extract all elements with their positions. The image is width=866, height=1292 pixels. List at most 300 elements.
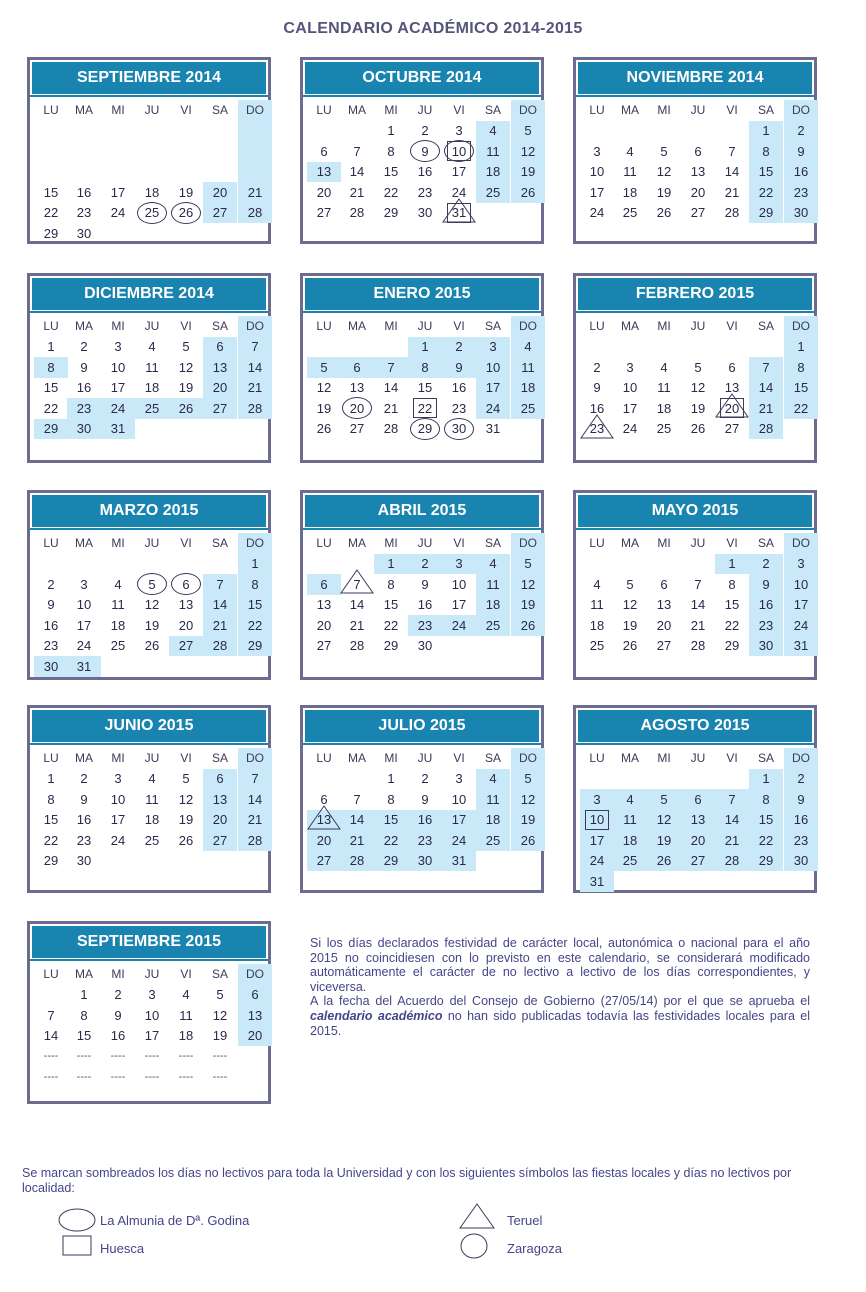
weekday-header: SA: [211, 103, 228, 118]
day-cell: 14: [203, 595, 237, 616]
month-title: JUNIO 2015: [32, 710, 266, 742]
empty-cell: [580, 121, 614, 142]
day-cell: 20: [307, 830, 341, 851]
month-title: ENERO 2015: [305, 278, 539, 310]
day-cell: 13: [238, 1005, 272, 1026]
empty-cell: [238, 162, 272, 183]
day-cell: 6: [307, 574, 341, 595]
month-divider: [576, 95, 814, 97]
day-cell: 22: [383, 184, 399, 200]
day-cell: 31: [451, 205, 467, 221]
day-cell: 11: [111, 597, 125, 613]
day-cell: 25: [613, 851, 647, 872]
day-cell: 27: [681, 851, 715, 872]
day-cell: 4: [660, 359, 668, 375]
day-cell: 21: [238, 810, 272, 831]
day-cell: 9: [421, 143, 429, 159]
day-cell: 20: [316, 184, 332, 200]
empty-cell: [238, 656, 272, 677]
day-cell: 9: [114, 1007, 122, 1023]
day-cell: 6: [340, 357, 374, 378]
weekday-header: LU: [43, 751, 59, 766]
weekday-header: SA: [484, 536, 501, 551]
day-cell: 11: [623, 164, 637, 180]
day-cell: 18: [656, 400, 672, 416]
day-cell: 1: [238, 554, 272, 575]
day-cell: 14: [349, 597, 365, 613]
legend-square-icon: [62, 1235, 94, 1257]
empty-cell: [67, 162, 101, 183]
day-cell: 3: [784, 554, 818, 575]
weekday-header: JU: [690, 536, 706, 551]
day-cell: ----: [178, 1070, 194, 1083]
weekday-header: MA: [75, 536, 93, 551]
month-divider: [576, 743, 814, 745]
month-title: MARZO 2015: [32, 495, 266, 527]
empty-cell: [135, 162, 169, 183]
weekday-header: DO: [238, 533, 272, 554]
day-cell: 8: [387, 576, 395, 592]
day-cell: 23: [451, 400, 467, 416]
weekday-header: SA: [211, 967, 228, 982]
weekday-header: JU: [690, 319, 706, 334]
day-cell: 7: [238, 769, 272, 790]
month-calendar: [573, 490, 817, 680]
day-cell: 7: [353, 576, 361, 592]
day-cell: 16: [408, 810, 442, 831]
day-cell: 26: [178, 205, 194, 221]
weekday-header: JU: [144, 967, 160, 982]
day-cell: 16: [451, 380, 467, 396]
month-title: SEPTIEMBRE 2015: [32, 926, 266, 958]
day-cell: 15: [749, 810, 783, 831]
day-cell: 12: [144, 597, 160, 613]
day-cell: 5: [511, 769, 545, 790]
weekday-header: SA: [757, 751, 774, 766]
day-cell: 20: [203, 182, 237, 203]
day-cell: 10: [144, 1007, 160, 1023]
empty-cell: [647, 871, 681, 892]
day-cell: 21: [749, 398, 783, 419]
weekday-header: MA: [75, 103, 93, 118]
empty-cell: [681, 769, 715, 790]
day-cell: 8: [749, 141, 783, 162]
empty-cell: [374, 337, 408, 358]
day-cell: 22: [417, 400, 433, 416]
day-cell: 21: [715, 830, 749, 851]
day-cell: 24: [476, 398, 510, 419]
day-cell: 3: [80, 576, 88, 592]
day-cell: 4: [593, 576, 601, 592]
day-cell: 9: [421, 576, 429, 592]
day-cell: 30: [784, 203, 818, 224]
day-cell: 17: [144, 1028, 160, 1044]
month-divider: [576, 528, 814, 530]
day-cell: 5: [148, 576, 156, 592]
weekday-header: DO: [238, 100, 272, 121]
day-cell: 13: [307, 810, 341, 831]
day-cell: 13: [178, 597, 194, 613]
day-cell: 28: [340, 851, 374, 872]
day-cell: 17: [784, 595, 818, 616]
day-cell: 24: [110, 205, 126, 221]
day-cell: 2: [784, 769, 818, 790]
day-cell: 30: [34, 656, 68, 677]
day-cell: ----: [144, 1050, 160, 1063]
day-cell: 14: [340, 810, 374, 831]
month-calendar: [573, 705, 817, 893]
weekday-header: DO: [511, 748, 545, 769]
day-cell: 12: [511, 574, 545, 595]
day-cell: 29: [383, 638, 399, 654]
empty-cell: [613, 121, 647, 142]
day-cell: 18: [178, 1028, 194, 1044]
day-cell: 7: [749, 357, 783, 378]
day-cell: 8: [784, 357, 818, 378]
day-cell: 23: [589, 421, 605, 437]
month-calendar: [573, 57, 817, 244]
day-cell: 12: [690, 380, 706, 396]
empty-cell: [34, 121, 68, 142]
day-cell: 30: [67, 419, 101, 440]
day-cell: 25: [144, 832, 160, 848]
day-cell: 30: [417, 205, 433, 221]
day-cell: 7: [694, 576, 702, 592]
empty-cell: [580, 337, 614, 358]
day-cell: 12: [212, 1007, 228, 1023]
weekday-header: VI: [453, 103, 465, 118]
day-cell: 25: [144, 205, 160, 221]
weekday-header: VI: [453, 536, 465, 551]
empty-cell: [101, 851, 135, 872]
day-cell: 12: [622, 597, 638, 613]
weekday-header: LU: [589, 536, 605, 551]
empty-cell: [749, 337, 783, 358]
day-cell: 19: [690, 400, 706, 416]
day-cell: 20: [203, 810, 237, 831]
day-cell: 4: [182, 987, 190, 1003]
weekday-header: JU: [144, 103, 160, 118]
month-calendar: [300, 705, 544, 893]
day-cell: ----: [178, 1050, 194, 1063]
empty-cell: [203, 851, 237, 872]
weekday-header: LU: [589, 319, 605, 334]
day-cell: 6: [203, 337, 237, 358]
day-cell: 26: [316, 421, 332, 437]
day-cell: 8: [387, 143, 395, 159]
weekday-header: MI: [111, 751, 125, 766]
weekday-header: LU: [316, 319, 332, 334]
weekday-header: MI: [111, 536, 125, 551]
day-cell: 23: [784, 830, 818, 851]
day-cell: 6: [203, 769, 237, 790]
weekday-header: VI: [180, 967, 192, 982]
legend-intro: Se marcan sombreados los días no lectivos para toda la Universidad y con los siguientes símbolos las fiestas locales y días no lectivos por localidad:: [22, 1166, 792, 1195]
month-calendar: [27, 57, 271, 244]
day-cell: 14: [383, 380, 399, 396]
month-title: DICIEMBRE 2014: [32, 278, 266, 310]
day-cell: 5: [182, 339, 190, 355]
empty-cell: [203, 554, 237, 575]
note-paragraph-1: Si los días declarados festividad de carácter local, autonómica o nacional para el año 2015 no coincidiesen con lo previsto en este calendario, se considerará modificado automáticamente el carácter de no lectivo a lectivo de los días correspondientes, y viceversa.: [310, 936, 810, 994]
day-cell: 16: [76, 380, 92, 396]
day-cell: 18: [476, 162, 510, 183]
day-cell: 23: [76, 205, 92, 221]
empty-cell: [340, 769, 374, 790]
weekday-header: LU: [589, 751, 605, 766]
day-cell: 15: [374, 810, 408, 831]
day-cell: 23: [417, 184, 433, 200]
day-cell: 17: [589, 184, 605, 200]
legend-teruel: Teruel: [507, 1213, 543, 1228]
day-cell: 1: [387, 771, 395, 787]
weekday-header: DO: [238, 316, 272, 337]
empty-cell: [647, 554, 681, 575]
day-cell: 23: [43, 638, 59, 654]
month-divider: [576, 311, 814, 313]
day-cell: 9: [442, 357, 476, 378]
legend-zaragoza-circle-icon: [459, 1232, 491, 1260]
day-cell: 13: [681, 810, 715, 831]
day-cell: 27: [203, 830, 237, 851]
weekday-header: DO: [511, 100, 545, 121]
day-cell: 30: [749, 636, 783, 657]
day-cell: 13: [349, 380, 365, 396]
day-cell: 2: [421, 123, 429, 139]
day-cell: 3: [442, 554, 476, 575]
day-cell: 17: [110, 812, 126, 828]
day-cell: 3: [148, 987, 156, 1003]
empty-cell: [681, 871, 715, 892]
month-divider: [303, 528, 541, 530]
day-cell: 28: [383, 421, 399, 437]
day-cell: 2: [80, 339, 88, 355]
weekday-header: JU: [417, 103, 433, 118]
day-cell: 7: [715, 789, 749, 810]
day-cell: 11: [145, 791, 159, 807]
day-cell: 29: [43, 853, 59, 869]
day-cell: 22: [43, 832, 59, 848]
day-cell: 21: [349, 617, 365, 633]
day-cell: 16: [784, 810, 818, 831]
empty-cell: [203, 121, 237, 142]
day-cell: 24: [76, 638, 92, 654]
day-cell: 26: [647, 851, 681, 872]
day-cell: 19: [178, 184, 194, 200]
day-cell: 5: [307, 357, 341, 378]
month-title: AGOSTO 2015: [578, 710, 812, 742]
day-cell: ----: [43, 1050, 59, 1063]
weekday-header: MA: [348, 319, 366, 334]
day-cell: 6: [660, 576, 668, 592]
day-cell: 29: [417, 421, 433, 437]
day-cell: 18: [144, 812, 160, 828]
empty-cell: [34, 985, 68, 1006]
day-cell: 2: [442, 337, 476, 358]
month-divider: [303, 311, 541, 313]
weekday-header: SA: [757, 536, 774, 551]
day-cell: 15: [749, 162, 783, 183]
empty-cell: [307, 337, 341, 358]
empty-cell: [580, 769, 614, 790]
month-calendar: [300, 57, 544, 244]
day-cell: 8: [34, 357, 68, 378]
month-title: MAYO 2015: [578, 495, 812, 527]
empty-cell: [476, 203, 510, 224]
day-cell: 22: [383, 617, 399, 633]
day-cell: 26: [144, 638, 160, 654]
day-cell: 3: [455, 771, 463, 787]
empty-cell: [67, 141, 101, 162]
day-cell: 14: [690, 597, 706, 613]
day-cell: 27: [656, 638, 672, 654]
day-cell: 10: [476, 357, 510, 378]
day-cell: 2: [421, 771, 429, 787]
empty-cell: [647, 121, 681, 142]
day-cell: 16: [749, 595, 783, 616]
day-cell: 9: [80, 791, 88, 807]
day-cell: 6: [238, 985, 272, 1006]
day-cell: 9: [47, 597, 55, 613]
weekday-header: JU: [144, 319, 160, 334]
day-cell: 25: [476, 830, 510, 851]
day-cell: 3: [455, 123, 463, 139]
month-title: JULIO 2015: [305, 710, 539, 742]
day-cell: 29: [34, 419, 68, 440]
day-cell: 25: [110, 638, 126, 654]
weekday-header: SA: [484, 319, 501, 334]
day-cell: 27: [316, 205, 332, 221]
day-cell: 13: [307, 162, 341, 183]
empty-cell: [307, 554, 341, 575]
day-cell: 12: [178, 359, 194, 375]
weekday-header: MA: [75, 967, 93, 982]
month-title: SEPTIEMBRE 2014: [32, 62, 266, 94]
day-cell: 11: [613, 810, 647, 831]
day-cell: 15: [43, 380, 59, 396]
day-cell: 6: [728, 359, 736, 375]
empty-cell: [203, 162, 237, 183]
day-cell: 28: [349, 205, 365, 221]
day-cell: 7: [353, 791, 361, 807]
day-cell: 8: [728, 576, 736, 592]
day-cell: 25: [476, 182, 510, 203]
empty-cell: [34, 162, 68, 183]
day-cell: 17: [622, 400, 638, 416]
day-cell: 1: [374, 554, 408, 575]
day-cell: 24: [110, 832, 126, 848]
empty-cell: [647, 769, 681, 790]
weekday-header: SA: [211, 751, 228, 766]
day-cell: 22: [749, 182, 783, 203]
weekday-header: MA: [348, 536, 366, 551]
day-cell: 31: [784, 636, 818, 657]
day-cell: 4: [476, 121, 510, 142]
day-cell: 9: [784, 789, 818, 810]
weekday-header: MI: [657, 751, 671, 766]
day-cell: 11: [476, 141, 510, 162]
day-cell: 1: [47, 771, 55, 787]
page-title: CALENDARIO ACADÉMICO 2014-2015: [283, 20, 583, 37]
empty-cell: [101, 656, 135, 677]
day-cell: ----: [212, 1050, 228, 1063]
day-cell: 18: [476, 595, 510, 616]
day-cell: 27: [690, 205, 706, 221]
day-cell: 27: [203, 398, 237, 419]
empty-cell: [238, 141, 272, 162]
day-cell: 19: [316, 400, 332, 416]
day-cell: 8: [238, 574, 272, 595]
empty-cell: [169, 141, 203, 162]
day-cell: 16: [110, 1028, 126, 1044]
empty-cell: [511, 203, 545, 224]
weekday-header: MA: [348, 751, 366, 766]
weekday-header: LU: [316, 536, 332, 551]
weekday-header: DO: [784, 533, 818, 554]
day-cell: 11: [590, 597, 604, 613]
empty-cell: [203, 141, 237, 162]
day-cell: 8: [408, 357, 442, 378]
day-cell: 9: [784, 141, 818, 162]
empty-cell: [238, 1067, 272, 1088]
empty-cell: [749, 871, 783, 892]
day-cell: 13: [316, 597, 332, 613]
day-cell: 24: [442, 830, 476, 851]
day-cell: 2: [47, 576, 55, 592]
day-cell: 9: [593, 380, 601, 396]
day-cell: 14: [749, 378, 783, 399]
month-calendar: [27, 921, 271, 1104]
day-cell: 1: [749, 769, 783, 790]
day-cell: 23: [408, 830, 442, 851]
day-cell: 30: [76, 853, 92, 869]
day-cell: 25: [135, 398, 169, 419]
day-cell: 21: [203, 615, 237, 636]
day-cell: 27: [307, 851, 341, 872]
day-cell: 15: [784, 378, 818, 399]
weekday-header: MI: [384, 751, 398, 766]
empty-cell: [715, 121, 749, 142]
teruel-triangle-icon: [442, 198, 476, 224]
day-cell: 2: [80, 771, 88, 787]
empty-cell: [203, 419, 237, 440]
day-cell: 27: [349, 421, 365, 437]
day-cell: 12: [647, 810, 681, 831]
day-cell: 10: [76, 597, 92, 613]
day-cell: 9: [749, 574, 783, 595]
day-cell: 28: [238, 203, 272, 224]
day-cell: 16: [43, 617, 59, 633]
day-cell: 3: [114, 771, 122, 787]
day-cell: 31: [485, 421, 501, 437]
day-cell: 4: [148, 339, 156, 355]
day-cell: 25: [511, 398, 545, 419]
day-cell: 3: [593, 143, 601, 159]
day-cell: 5: [182, 771, 190, 787]
day-cell: 1: [387, 123, 395, 139]
note-paragraph-2: [310, 994, 810, 1038]
teruel-triangle-icon: [307, 805, 341, 831]
day-cell: 3: [626, 359, 634, 375]
day-cell: 27: [169, 636, 203, 657]
day-cell: 11: [476, 574, 510, 595]
day-cell: 28: [715, 851, 749, 872]
empty-cell: [681, 121, 715, 142]
month-calendar: [300, 273, 544, 463]
empty-cell: [476, 851, 510, 872]
note-p2-emphasis: calendario académico: [310, 1008, 443, 1023]
empty-cell: [238, 121, 272, 142]
